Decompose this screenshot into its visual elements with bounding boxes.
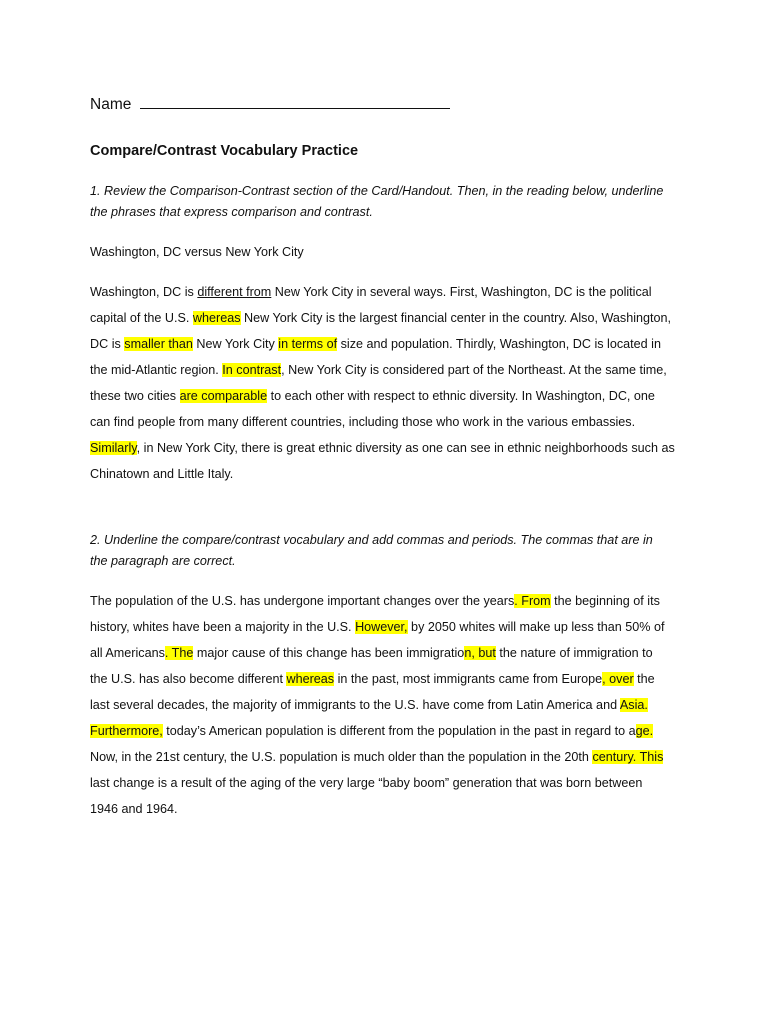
text-run: Washington, DC is — [90, 285, 198, 299]
text-run: today’s American population is different from the population in the past in regard to a — [162, 724, 636, 738]
instruction-line: 2. Underline the compare/contrast vocabulary and add commas and periods. The commas that are in — [90, 533, 653, 547]
reading-paragraph-2 — [90, 590, 682, 824]
text-run: the — [633, 672, 655, 686]
paragraph-line — [90, 772, 682, 798]
highlighted-phrase: whereas — [286, 672, 335, 686]
text-run: , New York City is considered part of the Northeast. At the same time, — [281, 363, 667, 377]
text-run: the nature of immigration to — [495, 646, 653, 660]
highlighted-phrase: . From — [514, 594, 551, 608]
instruction-line: 1. Review the Comparison-Contrast section of the Card/Handout. Then, in the reading below, underline — [90, 184, 664, 198]
text-run: New York City is the largest financial center in the country. Also, Washington, — [240, 311, 672, 325]
text-run: 1946 and 1964. — [90, 802, 178, 816]
instruction-line: the paragraph are correct. — [90, 554, 236, 568]
highlighted-phrase: whereas — [192, 311, 241, 325]
highlighted-phrase: Furthermore, — [90, 724, 163, 738]
section2-instructions — [90, 530, 680, 572]
text-run: these two cities — [90, 389, 180, 403]
text-run: New York City in several ways. First, Washington, DC is the political — [271, 285, 652, 299]
instruction-line: the phrases that express comparison and contrast. — [90, 205, 373, 219]
reading-paragraph-1 — [90, 281, 682, 489]
text-run: in the past, most immigrants came from Europe — [334, 672, 603, 686]
paragraph-line — [90, 798, 682, 824]
text-run: the mid-Atlantic region. — [90, 363, 223, 377]
highlighted-phrase: n, but — [464, 646, 496, 660]
paragraph-line — [90, 668, 682, 694]
paragraph-line — [90, 437, 682, 463]
paragraph-line — [90, 463, 682, 489]
paragraph-line — [90, 411, 682, 437]
paragraph-line — [90, 281, 682, 307]
paragraph-line — [90, 590, 682, 616]
highlighted-phrase: However, — [355, 620, 408, 634]
text-run: last change is a result of the aging of the very large “baby boom” generation that was born between — [90, 776, 643, 790]
text-run: to each other with respect to ethnic diversity. In Washington, DC, one — [267, 389, 655, 403]
highlighted-phrase: are comparable — [179, 389, 268, 403]
text-run: by 2050 whites will make up less than 50% of — [407, 620, 665, 634]
paragraph-line — [90, 333, 682, 359]
text-run: capital of the U.S. — [90, 311, 193, 325]
text-run: all Americans — [90, 646, 165, 660]
reading-subheading: Washington, DC versus New York City — [90, 245, 304, 259]
highlighted-phrase: century. This — [592, 750, 664, 764]
highlighted-phrase: Similarly — [90, 441, 137, 455]
paragraph-line — [90, 359, 682, 385]
name-blank-line — [140, 92, 450, 109]
name-field — [90, 92, 450, 116]
name-label: Name — [90, 96, 132, 113]
highlighted-phrase: ge. — [635, 724, 654, 738]
text-run: , in New York City, there is great ethnic diversity as one can see in ethnic neighborhoods such as — [136, 441, 675, 455]
highlighted-phrase: In contrast — [222, 363, 282, 377]
text-run: major cause of this change has been immigratio — [193, 646, 465, 660]
paragraph-line — [90, 720, 682, 746]
text-run: Now, in the 21st century, the U.S. population is much older than the population in the 20th — [90, 750, 593, 764]
highlighted-phrase: in terms of — [278, 337, 338, 351]
paragraph-line — [90, 616, 682, 642]
text-run: the beginning of its — [550, 594, 660, 608]
text-run: size and population. Thirdly, Washington, DC is located in — [337, 337, 661, 351]
text-run: history, whites have been a majority in the U.S. — [90, 620, 356, 634]
paragraph-line — [90, 694, 682, 720]
highlighted-phrase: , over — [602, 672, 634, 686]
paragraph-line — [90, 385, 682, 411]
section1-instructions — [90, 181, 680, 223]
highlighted-phrase: . The — [164, 646, 194, 660]
text-run: New York City — [192, 337, 279, 351]
text-run: The population of the U.S. has undergone important changes over the years — [90, 594, 515, 608]
highlighted-phrase: smaller than — [124, 337, 193, 351]
highlighted-phrase: Asia. — [619, 698, 648, 712]
text-run: the U.S. has also become different — [90, 672, 287, 686]
text-run: last several decades, the majority of immigrants to the U.S. have come from Latin America and — [90, 698, 620, 712]
paragraph-line — [90, 307, 682, 333]
text-run: Chinatown and Little Italy. — [90, 467, 234, 481]
paragraph-line — [90, 642, 682, 668]
text-run: DC is — [90, 337, 125, 351]
paragraph-line — [90, 746, 682, 772]
text-run: can find people from many different countries, including those who work in the various embassies. — [90, 415, 636, 429]
page-title: Compare/Contrast Vocabulary Practice — [90, 143, 359, 159]
underlined-phrase: different from — [197, 285, 272, 299]
